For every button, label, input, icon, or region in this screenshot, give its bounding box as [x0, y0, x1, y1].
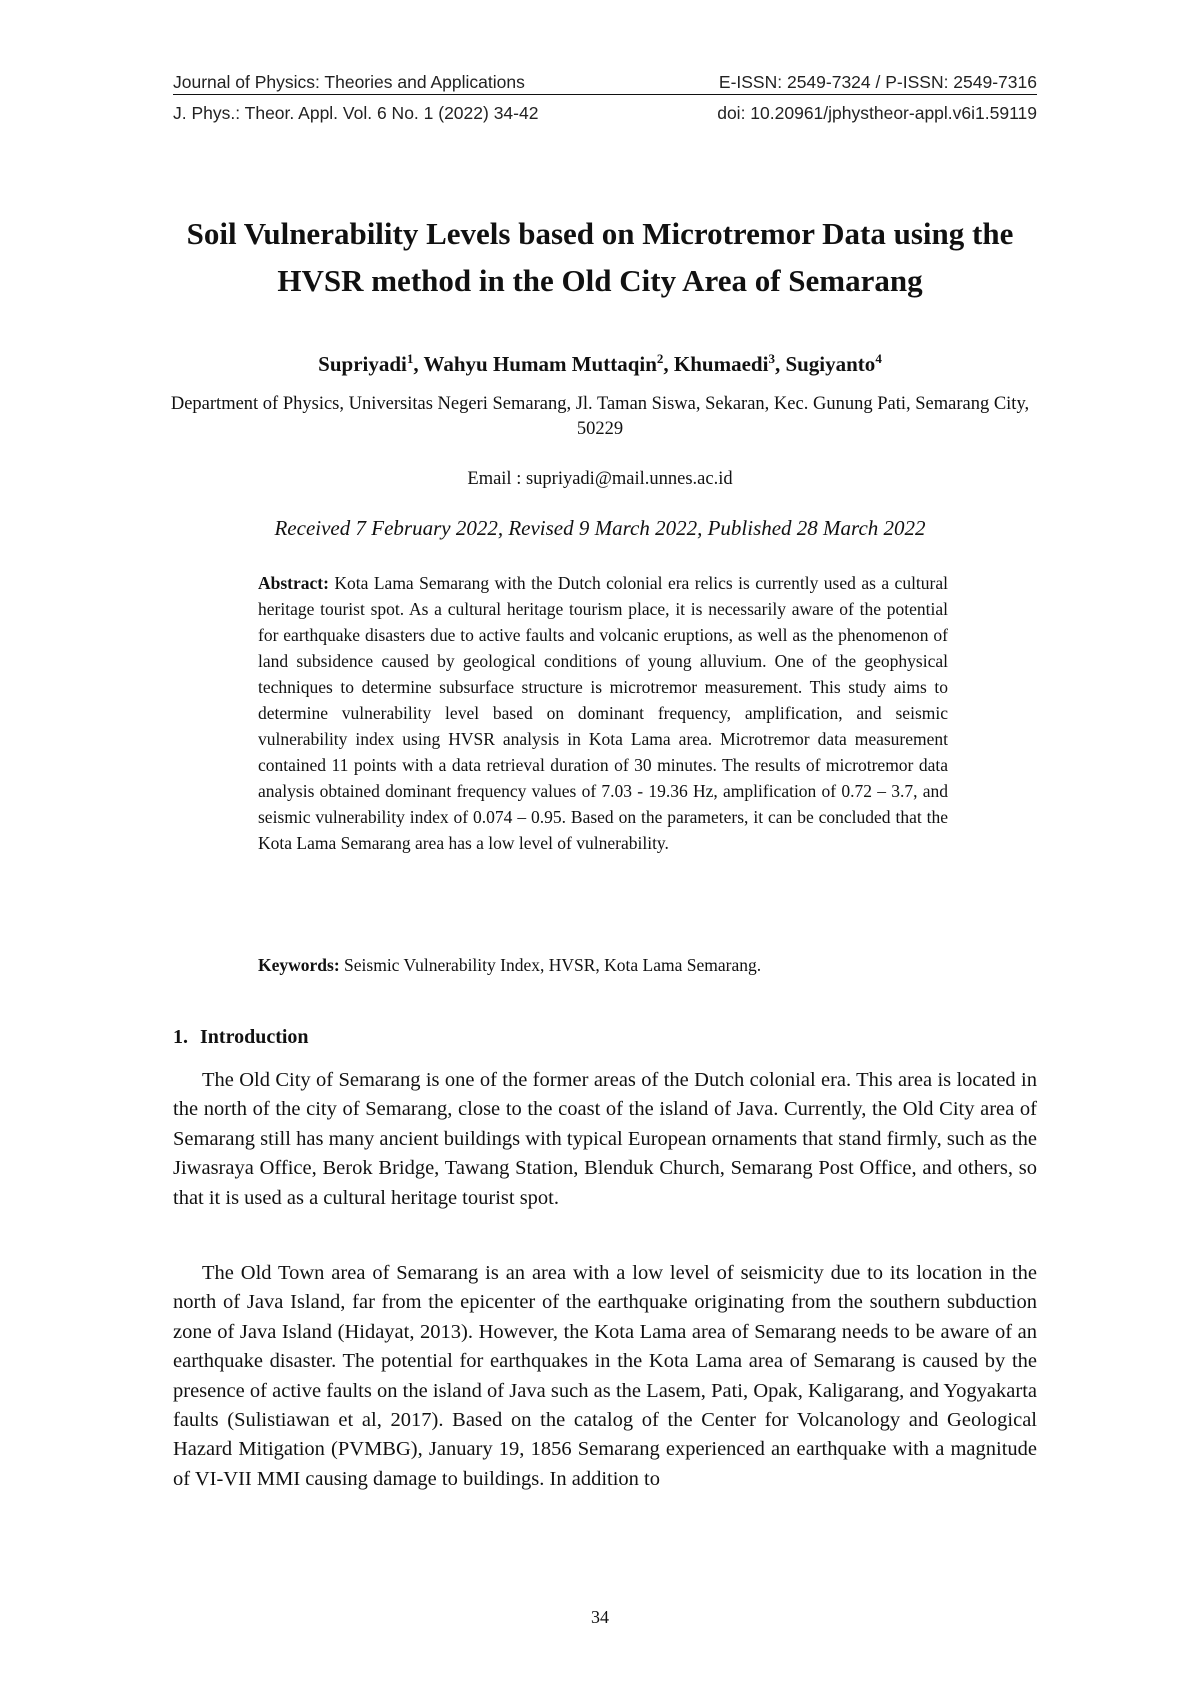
section-heading: [173, 1026, 309, 1049]
doi: doi: 10.20961/jphystheor-appl.v6i1.59119: [717, 103, 1037, 123]
affiliation: Department of Physics, Universitas Negeri Semarang, Jl. Taman Siswa, Sekaran, Kec. Gunung Pati, Semarang City, 50229: [170, 394, 1030, 439]
issn: E-ISSN: 2549-7324 / P-ISSN: 2549-7316: [718, 72, 1037, 92]
keywords: [258, 955, 958, 976]
author: Khumaedi$^3$: [673, 351, 775, 376]
author-list: Supriyadi$^1$, Wahyu Humam Muttaqin$^2$, Khumaedi$^3$, Sugiyanto$^4$: [318, 351, 882, 376]
abstract: [258, 570, 948, 856]
body-paragraph: The Old City of Semarang is one of the former areas of the Dutch colonial era. This area is located in the north of the city of Semarang, close to the coast of the island of Java. Currently, the Old City area of Semarang still has many ancient buildings with typical European ornaments that stand firmly, such as the Jiwasraya Office, Berok Bridge, Tawang Station, Blenduk Church, Semarang Post Office, and others, so that it is used as a cultural heritage tourist spot.: [173, 1069, 1037, 1209]
author: Sugiyanto$^4$: [785, 351, 882, 376]
abstract-label: Abstract:: [258, 573, 329, 593]
running-header-top: [173, 72, 1037, 95]
page-number: 34: [591, 1607, 609, 1627]
section-number: 1.: [173, 1026, 188, 1048]
keywords-text: Seismic Vulnerability Index, HVSR, Kota Lama Semarang.: [344, 955, 762, 975]
keywords-label: Keywords:: [258, 955, 340, 975]
author: Wahyu Humam Muttaqin$^2$: [423, 351, 664, 376]
section-title: Introduction: [200, 1026, 309, 1048]
citation: J. Phys.: Theor. Appl. Vol. 6 No. 1 (2022) 34-42: [173, 103, 539, 123]
body-paragraph: The Old Town area of Semarang is an area with a low level of seismicity due to its location in the north of Java Island, far from the epicenter of the earthquake originating from the southern subduction zone of Java Island (Hidayat, 2013). However, the Kota Lama area of Semarang needs to be aware of an earthquake disaster. The potential for earthquakes in the Kota Lama area of Semarang is caused by the presence of active faults on the island of Java such as the Lasem, Pati, Opak, Kaligarang, and Yogyakarta faults (Sulistiawan et al, 2017). Based on the catalog of the Center for Volcanology and Geological Hazard Mitigation (PVMBG), January 19, 1856 Semarang experienced an earthquake with a magnitude of VI-VII MMI causing damage to buildings. In addition to: [173, 1262, 1037, 1490]
abstract-text: Kota Lama Semarang with the Dutch colonial era relics is currently used as a cultural heritage tourist spot. As a cultural heritage tourism place, it is necessarily aware of the potential for earthquake disasters due to active faults and volcanic eruptions, as well as the phenomenon of land subsidence caused by geological conditions of young alluvium. One of the geophysical techniques to determine subsurface structure is microtremor measurement. This study aims to determine vulnerability level based on dominant frequency, amplification, and seismic vulnerability index using HVSR analysis in Kota Lama area. Microtremor data measurement contained 11 points with a data retrieval duration of 30 minutes. The results of microtremor data analysis obtained dominant frequency values of 7.03 - 19.36 Hz, amplification of 0.72 – 3.7, and seismic vulnerability index of 0.074 – 0.95. Based on the parameters, it can be concluded that the Kota Lama Semarang area has a low level of vulnerability.: [258, 573, 948, 853]
journal-name: Journal of Physics: Theories and Applications: [173, 72, 525, 92]
received-dates: Received 7 February 2022, Revised 9 March 2022, Published 28 March 2022: [274, 516, 926, 540]
email: Email : supriyadi@mail.unnes.ac.id: [467, 469, 733, 489]
paper-title: Soil Vulnerability Levels based on Microtremor Data using the HVSR method in the Old City Area of Semarang: [186, 216, 1014, 298]
author: Supriyadi$^1$: [318, 351, 414, 376]
running-header-bottom: [173, 103, 1037, 124]
